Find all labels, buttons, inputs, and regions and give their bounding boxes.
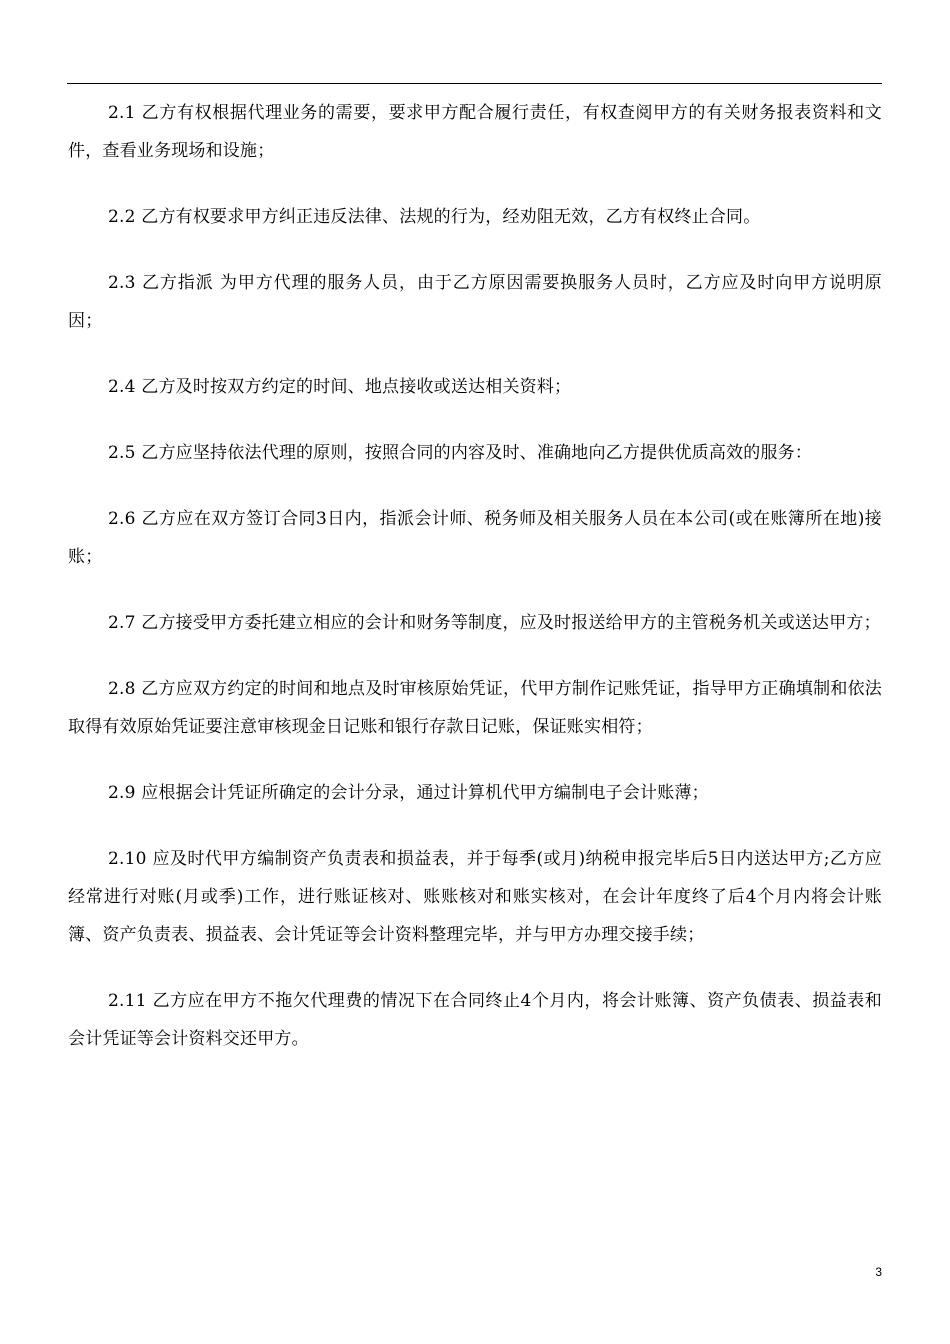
clause-2-1: 2.1 乙方有权根据代理业务的需要，要求甲方配合履行责任，有权查阅甲方的有关财务报表资料和文件，查看业务现场和设施； bbox=[68, 103, 882, 161]
clause-2-6: 2.6 乙方应在双方签订合同3日内，指派会计师、税务师及相关服务人员在本公司(或在账簿所在地)接账； bbox=[68, 509, 882, 567]
clause-2-3: 2.3 乙方指派 为甲方代理的服务人员，由于乙方原因需要换服务人员时，乙方应及时向甲方说明原因； bbox=[68, 273, 882, 331]
clause-2-9: 2.9 应根据会计凭证所确定的会计分录，通过计算机代甲方编制电子会计账薄； bbox=[108, 783, 709, 803]
clause-2-11: 2.11 乙方应在甲方不拖欠代理费的情况下在合同终止4个月内，将会计账簿、资产负债表、损益表和会计凭证等会计资料交还甲方。 bbox=[68, 991, 882, 1049]
clause-2-4: 2.4 乙方及时按双方约定的时间、地点接收或送达相关资料； bbox=[108, 377, 572, 397]
clause-2-7: 2.7 乙方接受甲方委托建立相应的会计和财务等制度，应及时报送给甲方的主管税务机关或送达甲方； bbox=[108, 613, 881, 633]
page-number: 3 bbox=[875, 1265, 882, 1279]
clause-2-8: 2.8 乙方应双方约定的时间和地点及时审核原始凭证，代甲方制作记账凭证，指导甲方正确填制和依法取得有效原始凭证要注意审核现金日记账和银行存款日记账，保证账实相符； bbox=[68, 679, 882, 737]
clause-2-5: 2.5 乙方应坚持依法代理的原则，按照合同的内容及时、准确地向乙方提供优质高效的服务： bbox=[108, 443, 813, 463]
clause-2-10: 2.10 应及时代甲方编制资产负责表和损益表，并于每季(或月)纳税申报完毕后5日内送达甲方;乙方应经常进行对账(月或季)工作，进行账证核对、账账核对和账实核对，在会计年度终了后4个月内将会计账簿、资产负责表、损益表、会计凭证等会计资料整理完毕，并与甲方办理交接手续； bbox=[68, 849, 882, 945]
header-rule bbox=[67, 83, 882, 84]
clause-2-2: 2.2 乙方有权要求甲方纠正违反法律、法规的行为，经劝阻无效，乙方有权终止合同。 bbox=[108, 207, 761, 227]
contract-body bbox=[68, 94, 882, 1086]
